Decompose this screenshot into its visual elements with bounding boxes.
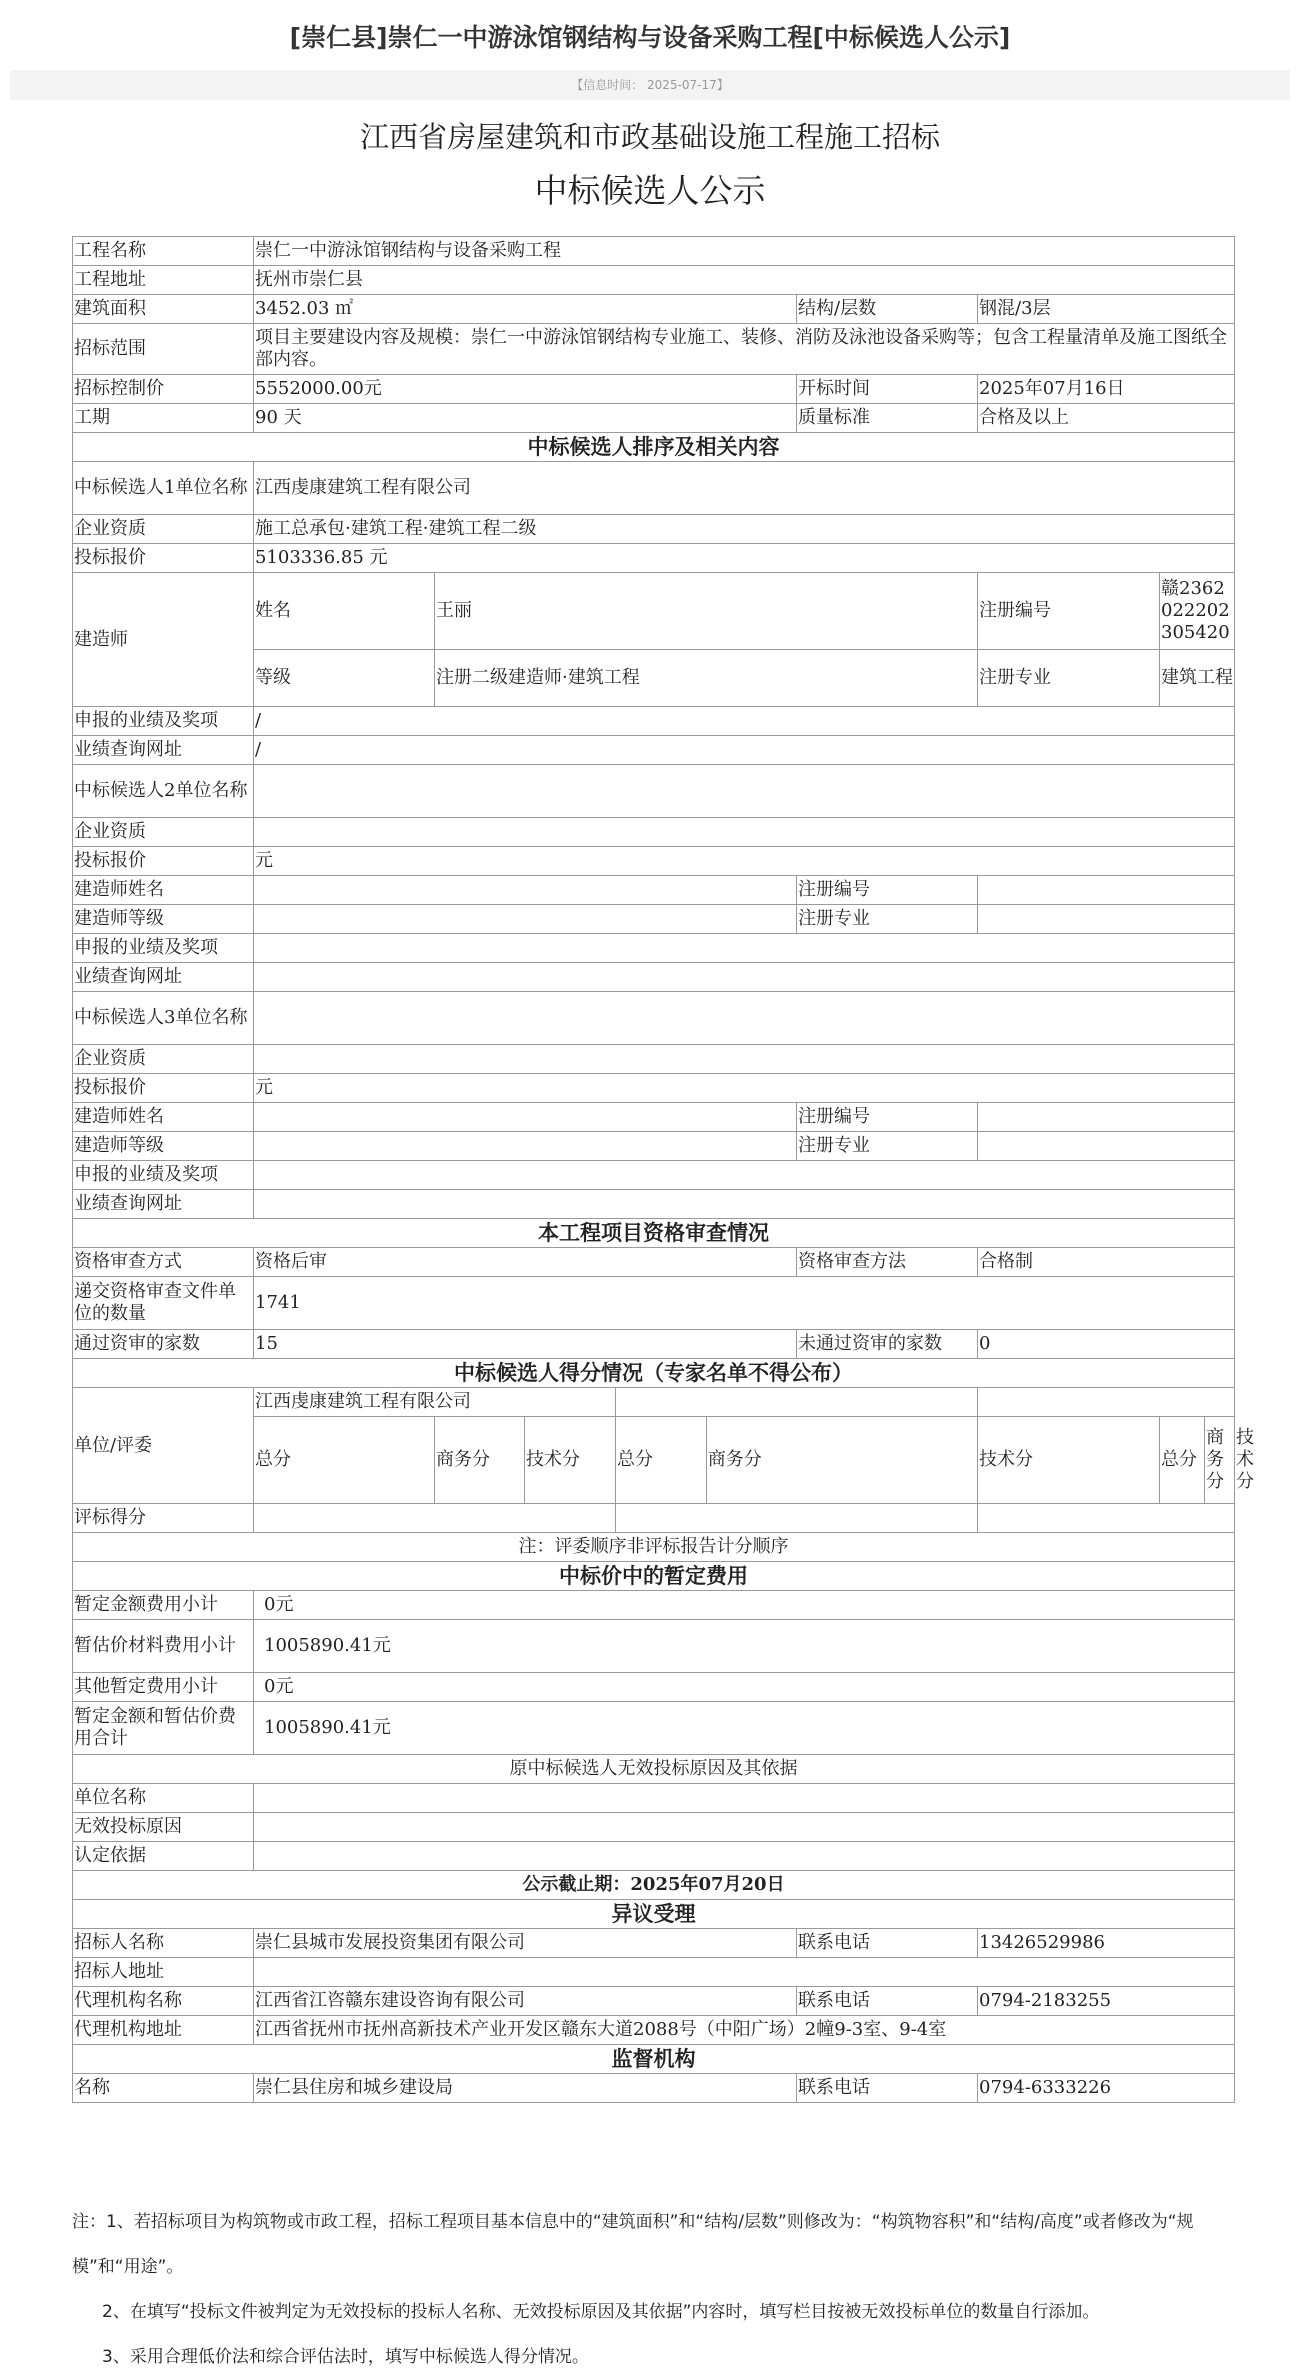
row-period xyxy=(73,404,1235,433)
invalid-unit xyxy=(254,1784,1235,1813)
builder-name-label: 姓名 xyxy=(254,573,435,650)
score-label: 评标得分 xyxy=(73,1504,254,1533)
page-title: [崇仁县]崇仁一中游泳馆钢结构与设备采购工程[中标候选人公示] xyxy=(289,23,1011,52)
candidate2-reg-no xyxy=(978,876,1235,905)
submitted-count: 1741 xyxy=(254,1277,1235,1330)
section-supervision: 监督机构 xyxy=(73,2045,1235,2074)
builder-reg-no: 赣2362022202305420 xyxy=(1160,573,1235,650)
c2-total-label: 总分 xyxy=(616,1417,706,1503)
control-price: 5552000.00元 xyxy=(254,375,797,404)
project-name-label: 工程名称 xyxy=(73,237,254,266)
row-area xyxy=(73,295,1235,324)
structure-label: 结构/层数 xyxy=(797,295,978,324)
provisional-total-label: 暂定金额和暂估价费用合计 xyxy=(73,1702,254,1755)
candidate2-perf xyxy=(254,934,1235,963)
candidate2-grade-label: 建造师等级 xyxy=(73,905,254,934)
area-value: 3452.03 ㎡ xyxy=(254,295,797,324)
material-label: 暂估价材料费用小计 xyxy=(73,1620,254,1673)
candidate3-major-label: 注册专业 xyxy=(797,1132,978,1161)
score-c3 xyxy=(978,1504,1235,1533)
supervisor-phone: 0794-6333226 xyxy=(978,2074,1235,2103)
passed-count: 15 xyxy=(254,1330,797,1359)
candidate1-bid-label: 投标报价 xyxy=(73,544,254,573)
deadline: 公示截止期：2025年07月20日 xyxy=(73,1871,1235,1900)
invalid-unit-label: 单位名称 xyxy=(73,1784,254,1813)
candidate2-unit xyxy=(254,765,1235,818)
invalid-reason xyxy=(254,1813,1235,1842)
candidate3-url-label: 业绩查询网址 xyxy=(73,1190,254,1219)
material-amount: 1005890.41元 xyxy=(254,1620,1235,1673)
candidate3-perf xyxy=(254,1161,1235,1190)
review-method-label: 资格审查方法 xyxy=(797,1248,978,1277)
supervisor-name: 崇仁县住房和城乡建设局 xyxy=(254,2074,797,2103)
builder-grade: 注册二级建造师·建筑工程 xyxy=(435,650,978,707)
project-address: 抚州市崇仁县 xyxy=(254,266,1235,295)
score-company3 xyxy=(978,1388,1235,1417)
candidate2-perf-label: 申报的业绩及奖项 xyxy=(73,934,254,963)
candidate3-bid: 元 xyxy=(254,1074,1235,1103)
other-amount: 0元 xyxy=(254,1673,1235,1702)
candidate2-url xyxy=(254,963,1235,992)
tenderer-name: 崇仁县城市发展投资集团有限公司 xyxy=(254,1929,797,1958)
footnotes xyxy=(72,2200,1234,2380)
agent-label: 代理机构名称 xyxy=(73,1987,254,2016)
candidate3-perf-label: 申报的业绩及奖项 xyxy=(73,1161,254,1190)
score-note: 注：评委顺序非评标报告计分顺序 xyxy=(73,1533,1235,1562)
provisional-amount-label: 暂定金额费用小计 xyxy=(73,1591,254,1620)
section-scores: 中标候选人得分情况（专家名单不得公布） xyxy=(73,1359,1235,1388)
candidate2-unit-label: 中标候选人2单位名称 xyxy=(73,765,254,818)
tenderer-phone: 13426529986 xyxy=(978,1929,1235,1958)
candidate2-bname xyxy=(254,876,797,905)
candidate3-bname-label: 建造师姓名 xyxy=(73,1103,254,1132)
scope-label: 招标范围 xyxy=(73,324,254,375)
candidate2-major-label: 注册专业 xyxy=(797,905,978,934)
document-subheading: 中标候选人公示 xyxy=(534,171,766,210)
invalid-reason-label: 无效投标原因 xyxy=(73,1813,254,1842)
scope-value: 项目主要建设内容及规模：崇仁一中游泳馆钢结构专业施工、装修、消防及泳池设备采购等；包含工程量清单及施工图纸全部内容。 xyxy=(254,324,1235,375)
quality-label: 质量标准 xyxy=(797,404,978,433)
tenderer-address xyxy=(254,1958,1235,1987)
candidate1-unit: 江西虔康建筑工程有限公司 xyxy=(254,462,1235,515)
builder-label: 建造师 xyxy=(73,573,254,707)
supervisor-phone-label: 联系电话 xyxy=(797,2074,978,2103)
candidate3-url xyxy=(254,1190,1235,1219)
submitted-count-label: 递交资格审查文件单位的数量 xyxy=(73,1277,254,1330)
row-candidate1-unit xyxy=(73,462,1235,515)
candidate2-qual-label: 企业资质 xyxy=(73,818,254,847)
candidate3-reg-no xyxy=(978,1103,1235,1132)
review-mode: 资格后审 xyxy=(254,1248,797,1277)
area-label: 建筑面积 xyxy=(73,295,254,324)
row-control-price xyxy=(73,375,1235,404)
candidate2-grade xyxy=(254,905,797,934)
section-qualification: 本工程项目资格审查情况 xyxy=(73,1219,1235,1248)
invalid-basis xyxy=(254,1842,1235,1871)
passed-count-label: 通过资审的家数 xyxy=(73,1330,254,1359)
candidate2-reg-no-label: 注册编号 xyxy=(797,876,978,905)
builder-grade-label: 等级 xyxy=(254,650,435,707)
candidate3-bname xyxy=(254,1103,797,1132)
tenderer-address-label: 招标人地址 xyxy=(73,1958,254,1987)
candidate1-qual-label: 企业资质 xyxy=(73,515,254,544)
c1-business-label: 商务分 xyxy=(435,1417,525,1504)
candidate1-qual: 施工总承包·建筑工程·建筑工程二级 xyxy=(254,515,1235,544)
tenderer-label: 招标人名称 xyxy=(73,1929,254,1958)
note-3: 3、采用合理低价法和综合评估法时，填写中标候选人得分情况。 xyxy=(102,2347,589,2367)
candidate1-unit-label: 中标候选人1单位名称 xyxy=(73,462,254,515)
c3-business-label: 商务分 xyxy=(1205,1417,1235,1504)
period-label: 工期 xyxy=(73,404,254,433)
failed-count: 0 xyxy=(978,1330,1235,1359)
agent-phone: 0794-2183255 xyxy=(978,1987,1235,2016)
candidate1-perf-label: 申报的业绩及奖项 xyxy=(73,707,254,736)
candidate3-grade-label: 建造师等级 xyxy=(73,1132,254,1161)
candidate3-major xyxy=(978,1132,1235,1161)
candidate2-qual xyxy=(254,818,1235,847)
candidate2-bid: 元 xyxy=(254,847,1235,876)
project-address-label: 工程地址 xyxy=(73,266,254,295)
builder-reg-no-label: 注册编号 xyxy=(978,573,1160,650)
candidate2-major xyxy=(978,905,1235,934)
candidate1-perf: / xyxy=(254,707,1235,736)
section-provisional: 中标价中的暂定费用 xyxy=(73,1562,1235,1591)
open-time: 2025年07月16日 xyxy=(978,375,1235,404)
supervisor-name-label: 名称 xyxy=(73,2074,254,2103)
project-name: 崇仁一中游泳馆钢结构与设备采购工程 xyxy=(254,237,1235,266)
review-method: 合格制 xyxy=(978,1248,1235,1277)
row-project-name xyxy=(73,237,1235,266)
section-candidates: 中标候选人排序及相关内容 xyxy=(73,433,1235,462)
candidate3-unit-label: 中标候选人3单位名称 xyxy=(73,992,254,1045)
candidate1-url-label: 业绩查询网址 xyxy=(73,736,254,765)
candidate3-grade xyxy=(254,1132,797,1161)
c2-tech-label: 技术分 xyxy=(978,1417,1160,1504)
agent-name: 江西省江咨赣东建设咨询有限公司 xyxy=(254,1987,797,2016)
other-label: 其他暂定费用小计 xyxy=(73,1673,254,1702)
provisional-total: 1005890.41元 xyxy=(254,1702,1235,1755)
review-mode-label: 资格审查方式 xyxy=(73,1248,254,1277)
control-price-label: 招标控制价 xyxy=(73,375,254,404)
candidate3-reg-no-label: 注册编号 xyxy=(797,1103,978,1132)
builder-name: 王丽 xyxy=(435,573,978,650)
candidate2-url-label: 业绩查询网址 xyxy=(73,963,254,992)
c3-total-label: 总分 xyxy=(1160,1417,1205,1504)
score-company1: 江西虔康建筑工程有限公司 xyxy=(254,1388,616,1417)
row-scope xyxy=(73,324,1235,375)
score-c2 xyxy=(616,1504,978,1533)
announcement-table: 工程名称 崇仁一中游泳馆钢结构与设备采购工程 工程地址 抚州市崇仁县 建筑面积 3452.03 ㎡ 结构/层数 钢混/3层 招标范围 项目主要建设内容及规模：崇仁一中游泳馆钢结构专业施工、装修、消防及泳池设备采购等；包含工程量清单及施工图纸全部内容。 招标控制价 5552000.00元 开标时间 2025年07月16日 工期 90 天 质量标准 合格及以上 中标候选人排序及相关内容 中标候选人1单位名称 江西虔康建筑工程有限公司 企业资质 施工总承包·建筑工程·建筑工程二级 投标报价 5103336.85 元 建造师 姓名 王丽 注册编号 赣2362022202305420 等级 注册二级建造师·建筑工程 注册专业 建筑工程 申报的业绩及奖项 / 业绩查询网址 / 中标候选人2单位名称 企业资质 投标报价 元 建造师姓名 注册编号 建造师等级 注册专业 申报的业绩及奖项 业绩查询网址 中标候选人3单位名称 企业资质 投标报价 元 建造师姓名 注册编号 建造师等级 注册专业 申报的业绩及奖项 业绩查询网址 本工程项目资格审查情况 资格审查方式 资格后审 资格审查方法 合格制 递交资格审查文件单位的数量 1741 通过资审的家数 15 未通过资审的家数 0 中标候选人得分情况（专家名单不得公布） 单位/评委 江西虔康建筑工程有限公司 总分 商务分 技术分 总分 商务分 技术分 总分 商务分 技术分 评标得分 注：评委顺序非评标报告计分顺序 中标价中的暂定费用 暂定金额费用小计 0元 暂估价材料费用小计 1005890.41元 其他暂定费用小计 0元 暂定金额和暂估价费用合计 1005890.41元 原中标候选人无效投标原因及其依据 单位名称 无效投标原因 认定依据 公示截止期：2025年07月20日 异议受理 招标人名称 崇仁县城市发展投资集团有限公司 联系电话 13426529986 招标人地址 代理机构名称 江西省江咨赣东建设咨询有限公司 联系电话 0794-2183255 代理机构地址 江西省抚州市抚州高新技术产业开发区赣东大道2088号（中阳广场）2幢9-3室、9-4室 监督机构 名称 崇仁县住房和城乡建设局 联系电话 0794-6333226 xyxy=(72,236,1235,2103)
period-value: 90 天 xyxy=(254,404,797,433)
row-project-address xyxy=(73,266,1235,295)
c1-tech-label: 技术分 xyxy=(525,1417,616,1504)
unit-judge-label: 单位/评委 xyxy=(73,1388,254,1504)
candidate1-bid: 5103336.85 元 xyxy=(254,544,1235,573)
section-invalid: 原中标候选人无效投标原因及其依据 xyxy=(73,1755,1235,1784)
builder-major-label: 注册专业 xyxy=(978,650,1160,707)
candidate3-unit xyxy=(254,992,1235,1045)
score-c1 xyxy=(254,1504,616,1533)
provisional-amount: 0元 xyxy=(254,1591,1235,1620)
candidate1-url: / xyxy=(254,736,1235,765)
agent-address-label: 代理机构地址 xyxy=(73,2016,254,2045)
document-heading: 江西省房屋建筑和市政基础设施工程施工招标 xyxy=(359,120,940,154)
candidate3-qual-label: 企业资质 xyxy=(73,1045,254,1074)
candidate3-bid-label: 投标报价 xyxy=(73,1074,254,1103)
open-time-label: 开标时间 xyxy=(797,375,978,404)
candidate2-bname-label: 建造师姓名 xyxy=(73,876,254,905)
score-company2 xyxy=(616,1388,978,1417)
c1-total-label: 总分 xyxy=(254,1417,435,1504)
failed-count-label: 未通过资审的家数 xyxy=(797,1330,978,1359)
candidate3-qual xyxy=(254,1045,1235,1074)
invalid-basis-label: 认定依据 xyxy=(73,1842,254,1871)
info-time: 【信息时间： 2025-07-17】 xyxy=(10,70,1290,100)
agent-phone-label: 联系电话 xyxy=(797,1987,978,2016)
note-2: 2、在填写“投标文件被判定为无效投标的投标人名称、无效投标原因及其依据”内容时，填写栏目按被无效投标单位的数量自行添加。 xyxy=(102,2302,1100,2322)
agent-address: 江西省抚州市抚州高新技术产业开发区赣东大道2088号（中阳广场）2幢9-3室、9-4室 xyxy=(254,2016,1235,2045)
c2-business-label: 商务分 xyxy=(707,1449,762,1470)
section-objection: 异议受理 xyxy=(73,1900,1235,1929)
builder-major: 建筑工程 xyxy=(1160,650,1235,707)
tenderer-phone-label: 联系电话 xyxy=(797,1929,978,1958)
candidate2-bid-label: 投标报价 xyxy=(73,847,254,876)
note-1: 注：1、若招标项目为构筑物或市政工程，招标工程项目基本信息中的“建筑面积”和“结构/层数”则修改为：“构筑物容积”和“结构/高度”或者修改为“规模”和“用途”。 xyxy=(72,2212,1194,2277)
quality-value: 合格及以上 xyxy=(978,404,1235,433)
structure-value: 钢混/3层 xyxy=(978,295,1235,324)
